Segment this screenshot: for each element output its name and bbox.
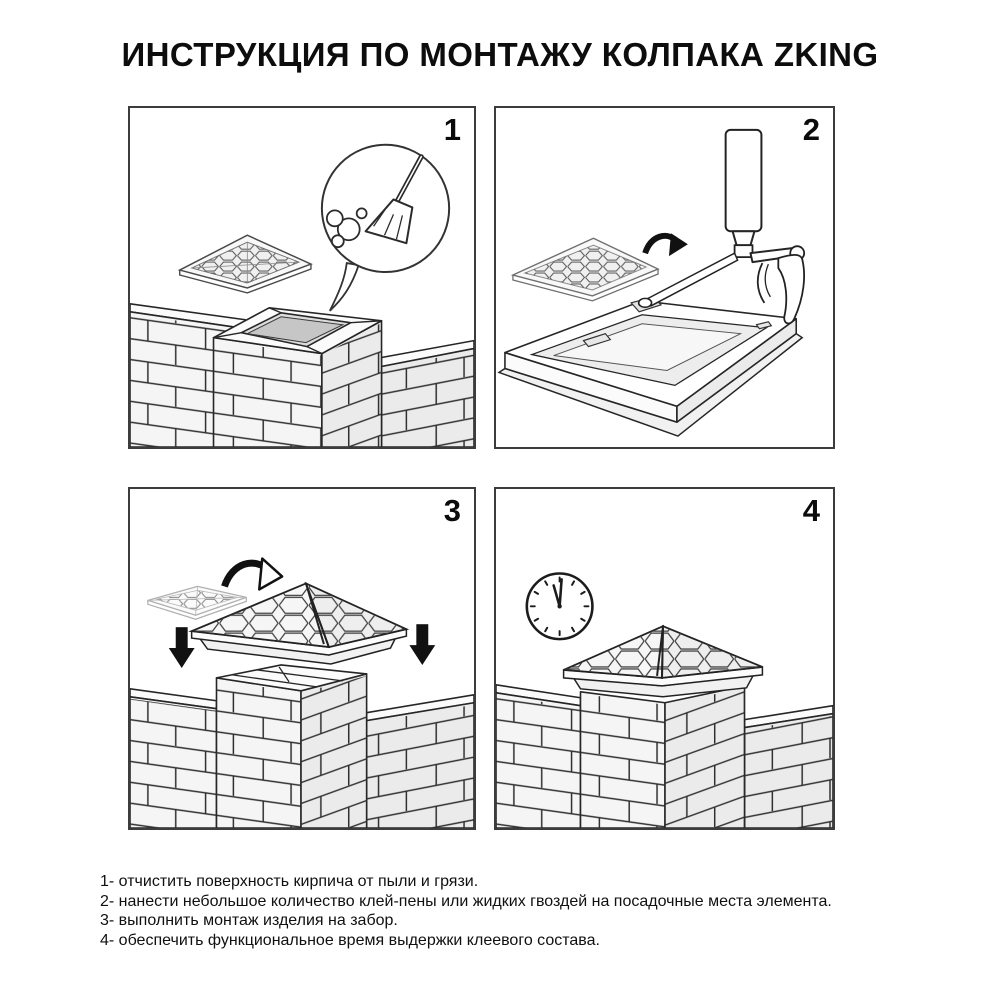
brick-pillar-open-top xyxy=(214,308,382,447)
brick-wall xyxy=(382,341,474,447)
foam-canister-icon xyxy=(726,130,762,231)
panel-1-illustration xyxy=(130,108,474,447)
cap-underside xyxy=(513,238,658,301)
panel-2 xyxy=(494,106,835,449)
down-arrow-icon xyxy=(169,627,195,668)
panel-4 xyxy=(494,487,835,830)
step-item: 1- отчистить поверхность кирпича от пыли и грязи. xyxy=(100,873,479,890)
step-item: 3- выполнить монтаж изделия на забор. xyxy=(100,912,398,929)
brick-pillar xyxy=(580,686,744,828)
cap-underside xyxy=(180,235,311,293)
clock-icon xyxy=(527,574,593,640)
panel-2-illustration xyxy=(496,108,833,447)
flip-arrow-icon xyxy=(645,233,688,256)
flip-arrow-icon xyxy=(224,559,282,590)
step-item: 4- обеспечить функциональное время выдержки клеевого состава. xyxy=(100,931,600,949)
foam-gun-icon xyxy=(639,130,805,324)
cap-installed xyxy=(564,626,763,697)
speech-bubble xyxy=(322,145,449,311)
panel-3-illustration xyxy=(130,489,474,828)
down-arrow-icon xyxy=(409,624,435,665)
step-item: 2- нанести небольшое количество клей-пены или жидких гвоздей на посадочные места элемента. xyxy=(100,892,832,910)
panel-number: 4 xyxy=(802,493,820,528)
panel-3 xyxy=(128,487,476,830)
cap-tray-inverted xyxy=(499,297,802,436)
panel-number: 3 xyxy=(443,493,461,528)
page-title: ИНСТРУКЦИЯ ПО МОНТАЖУ КОЛПАКА ZKING xyxy=(121,36,879,73)
panel-number: 2 xyxy=(802,112,820,147)
panel-4-illustration xyxy=(496,489,833,828)
panel-number: 1 xyxy=(443,112,461,147)
brick-pillar xyxy=(216,665,366,828)
steps-list xyxy=(100,872,832,950)
panel-1 xyxy=(128,106,476,449)
